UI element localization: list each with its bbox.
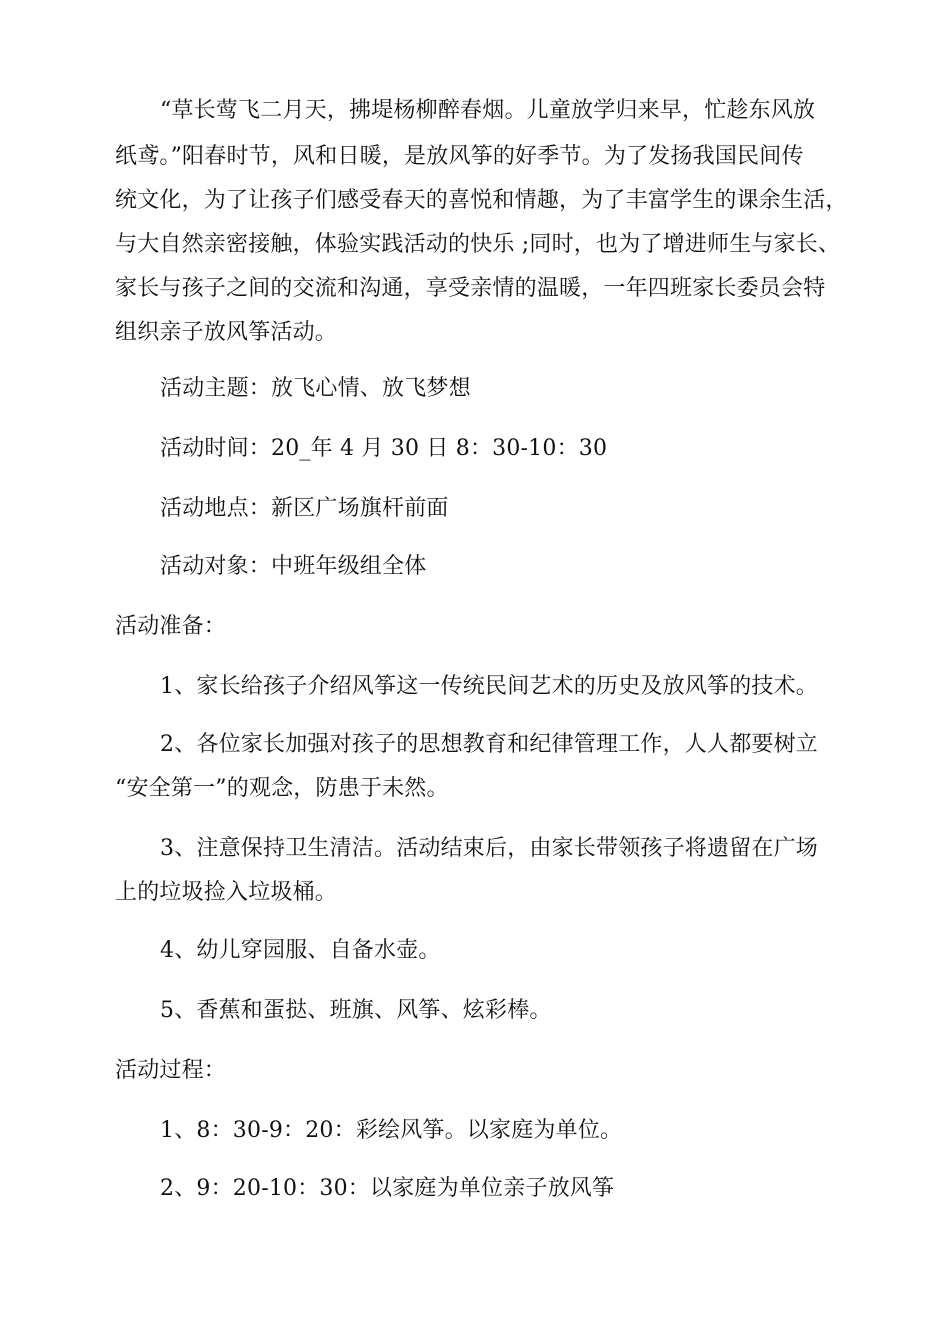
process-item-1: 1、8：30-9：20：彩绘风筝。以家庭为单位。: [160, 1118, 623, 1143]
process-heading: 活动过程：: [115, 1058, 227, 1083]
preparation-item-2-line-2: “安全第一”的观念，防患于未然。: [115, 776, 449, 801]
intro-line-1: “草长莺飞二月天，拂堤杨柳醉春烟。儿童放学归来早，忙趁东风放: [160, 98, 816, 123]
process-item-2: 2、9：20-10：30：以家庭为单位亲子放风筝: [160, 1176, 615, 1201]
preparation-item-5: 5、香蕉和蛋挞、班旗、风筝、炫彩棒。: [160, 998, 552, 1023]
preparation-item-4: 4、幼儿穿园服、自备水壶。: [160, 938, 441, 963]
intro-line-6: 组织亲子放风筝活动。: [115, 320, 338, 345]
preparation-item-1: 1、家长给孩子介绍风筝这一传统民间艺术的历史及放风筝的技术。: [160, 674, 818, 699]
intro-line-3: 统文化，为了让孩子们感受春天的喜悦和情趣，为了丰富学生的课余生活，: [115, 188, 848, 213]
activity-place: 活动地点：新区广场旗杆前面: [160, 496, 449, 521]
intro-line-4: 与大自然亲密接触，体验实践活动的快乐 ;同时，也为了增进师生与家长、: [115, 232, 841, 257]
intro-line-5: 家长与孩子之间的交流和沟通，享受亲情的温暖，一年四班家长委员会特: [115, 276, 826, 301]
preparation-item-2-line-1: 2、各位家长加强对孩子的思想教育和纪律管理工作，人人都要树立: [160, 732, 818, 757]
activity-target: 活动对象：中班年级组全体: [160, 554, 427, 579]
activity-time: 活动时间：20_年 4 月 30 日 8：30-10：30: [160, 436, 608, 461]
intro-line-2: 纸鸢。”阳春时节，风和日暖，是放风筝的好季节。为了发扬我国民间传: [115, 144, 804, 169]
activity-theme: 活动主题：放飞心情、放飞梦想: [160, 376, 471, 401]
preparation-item-3-line-2: 上的垃圾捡入垃圾桶。: [115, 880, 338, 905]
preparation-item-3-line-1: 3、注意保持卫生清洁。活动结束后，由家长带领孩子将遗留在广场: [160, 836, 818, 861]
preparation-heading: 活动准备：: [115, 614, 227, 639]
